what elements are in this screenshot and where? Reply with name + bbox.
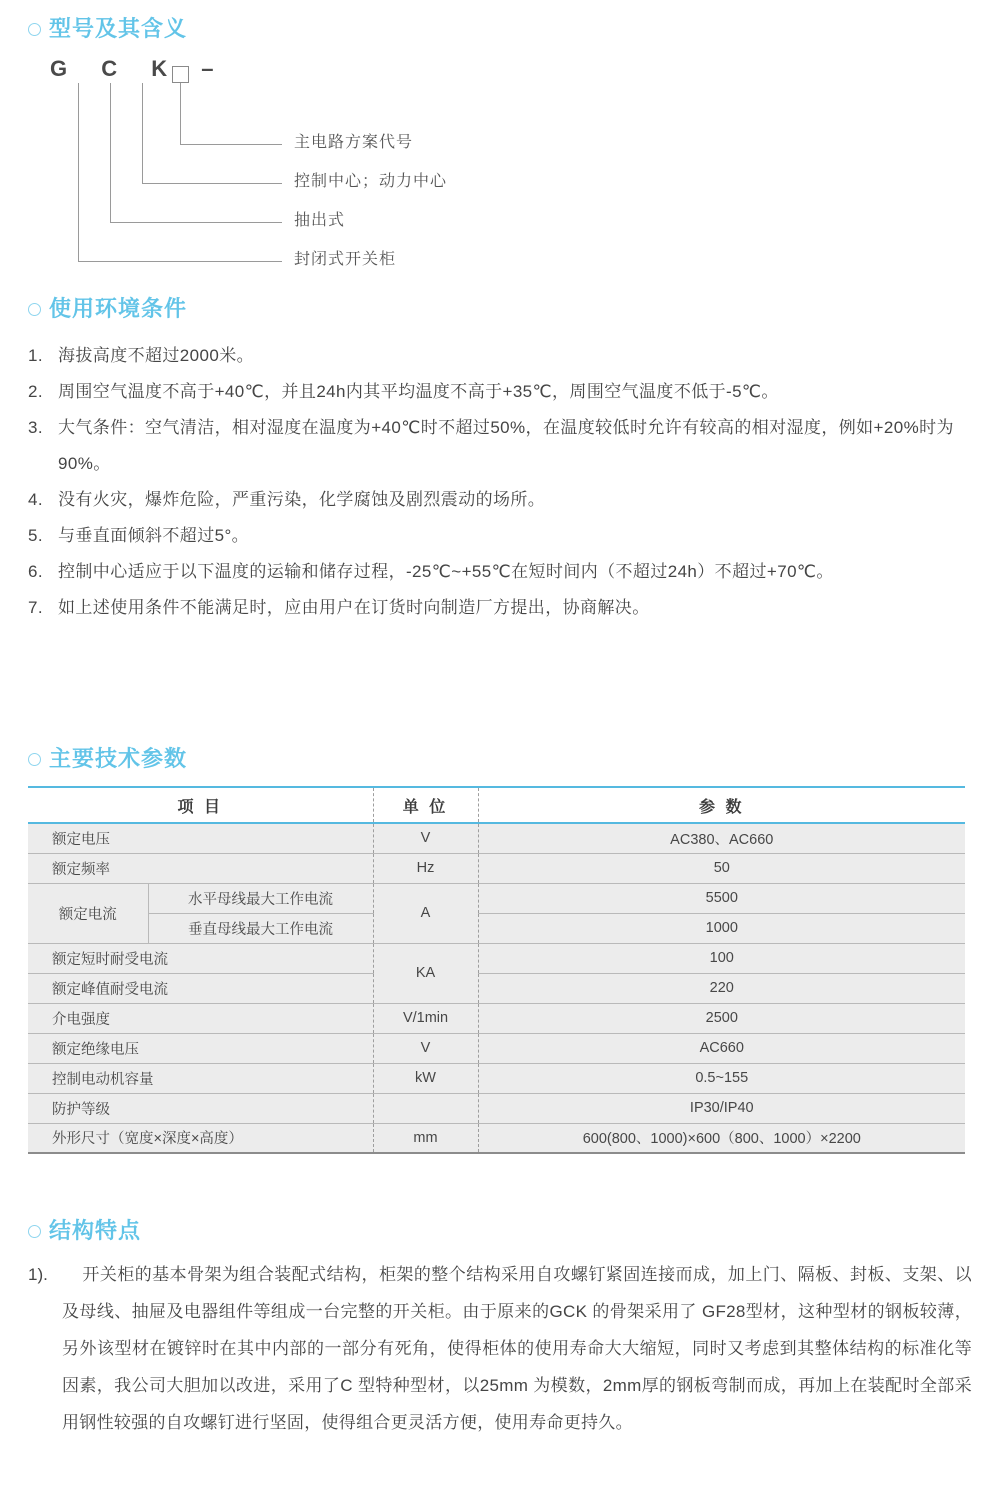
- column-header-item: 项 目: [28, 787, 373, 823]
- cell-value: 5500: [478, 883, 965, 913]
- cell-unit: kW: [373, 1063, 478, 1093]
- lead-line-vertical-1: [180, 83, 181, 145]
- lead-line-horizontal-3: [110, 222, 282, 223]
- lead-label-3: 抽出式: [294, 212, 346, 229]
- list-item-text: 与垂直面倾斜不超过5°。: [58, 526, 250, 545]
- table-row: [28, 853, 965, 883]
- table-row: [28, 1033, 965, 1063]
- cell-subitem: 垂直母线最大工作电流: [148, 913, 373, 943]
- section-title: 型号及其含义: [49, 16, 188, 41]
- cell-value: 600(800、1000)×600（800、1000）×2200: [478, 1123, 965, 1153]
- list-item-text: 控制中心适应于以下温度的运输和储存过程，-25℃~+55℃在短时间内（不超过24h）不超过+70℃。: [58, 562, 834, 581]
- model-code-diagram: [50, 56, 968, 268]
- lead-line-vertical-4: [78, 83, 79, 262]
- environment-conditions-list: [28, 338, 972, 626]
- section-title: 使用环境条件: [49, 296, 188, 321]
- list-item-text: 周围空气温度不高于+40℃，并且24h内其平均温度不高于+35℃，周围空气温度不低于-5℃。: [58, 382, 779, 401]
- cell-unit: KA: [373, 943, 478, 1003]
- circle-bullet-icon: [28, 303, 41, 316]
- list-item-number: 4.: [28, 490, 43, 509]
- circle-bullet-icon: [28, 23, 41, 36]
- list-item-number: 2.: [28, 382, 43, 401]
- list-item: [28, 338, 972, 374]
- cell-unit: [373, 1093, 478, 1123]
- list-item-text: 海拔高度不超过2000米。: [58, 346, 255, 365]
- column-header-value: 参 数: [478, 787, 965, 823]
- section-title: 结构特点: [49, 1218, 142, 1243]
- list-item: [28, 482, 972, 518]
- cell-value: AC660: [478, 1033, 965, 1063]
- cell-value: 2500: [478, 1003, 965, 1033]
- cell-value: 1000: [478, 913, 965, 943]
- cell-value: 0.5~155: [478, 1063, 965, 1093]
- cell-unit: V/1min: [373, 1003, 478, 1033]
- list-item-text: 没有火灾，爆炸危险，严重污染，化学腐蚀及剧烈震动的场所。: [58, 490, 546, 509]
- paragraph-number: 1).: [28, 1265, 48, 1284]
- cell-item: 外形尺寸（宽度×深度×高度）: [28, 1123, 373, 1153]
- table-row: [28, 913, 965, 943]
- lead-line-horizontal-2: [142, 183, 282, 184]
- list-item-number: 1.: [28, 346, 43, 365]
- table-row: [28, 943, 965, 973]
- cell-subitem: 水平母线最大工作电流: [148, 883, 373, 913]
- list-item: [28, 518, 972, 554]
- cell-value: 100: [478, 943, 965, 973]
- cell-item: 额定电压: [28, 823, 373, 853]
- section-heading-specs: [28, 748, 972, 770]
- technical-parameters-table: [28, 786, 965, 1154]
- list-item: [28, 410, 972, 482]
- list-item-number: 3.: [28, 418, 43, 437]
- cell-item: 防护等级: [28, 1093, 373, 1123]
- cell-value: AC380、AC660: [478, 823, 965, 853]
- model-code-letters: G C K –: [50, 56, 228, 81]
- table-row: [28, 1123, 965, 1153]
- list-item: [28, 590, 972, 626]
- list-item-number: 5.: [28, 526, 43, 545]
- lead-label-1: 主电路方案代号: [294, 134, 414, 151]
- cell-item: 额定峰值耐受电流: [28, 973, 373, 1003]
- lead-label-4: 封闭式开关柜: [294, 251, 397, 268]
- lead-line-horizontal-1: [180, 144, 282, 145]
- table-row: [28, 1093, 965, 1123]
- lead-line-vertical-2: [142, 83, 143, 184]
- table-header-row: [28, 787, 965, 823]
- cell-unit: mm: [373, 1123, 478, 1153]
- paragraph: [28, 1256, 972, 1441]
- cell-item: 额定短时耐受电流: [28, 943, 373, 973]
- cell-unit: Hz: [373, 853, 478, 883]
- cell-item: 介电强度: [28, 1003, 373, 1033]
- lead-line-horizontal-4: [78, 261, 282, 262]
- list-item-text: 如上述使用条件不能满足时，应由用户在订货时向制造厂方提出，协商解决。: [58, 598, 650, 617]
- lead-label-2: 控制中心；动力中心: [294, 173, 448, 190]
- circle-bullet-icon: [28, 753, 41, 766]
- section-heading-model: [28, 18, 968, 40]
- structure-features-section: [28, 1220, 972, 1441]
- table-row: [28, 823, 965, 853]
- cell-value: IP30/IP40: [478, 1093, 965, 1123]
- technical-parameters-section: [28, 748, 972, 1154]
- list-item-number: 7.: [28, 598, 43, 617]
- cell-item: 额定频率: [28, 853, 373, 883]
- table-row: [28, 973, 965, 1003]
- list-item-text: 大气条件：空气清洁，相对湿度在温度为+40℃时不超过50%，在温度较低时允许有较高的相对湿度，例如+20%时为90%。: [58, 418, 954, 473]
- list-item: [28, 554, 972, 590]
- cell-item: 控制电动机容量: [28, 1063, 373, 1093]
- cell-value: 50: [478, 853, 965, 883]
- list-item-number: 6.: [28, 562, 43, 581]
- paragraph-text: 开关柜的基本骨架为组合装配式结构，柜架的整个结构采用自攻螺钉紧固连接而成，加上门、隔板、封板、支架、以及母线、抽屉及电器组件等组成一台完整的开关柜。由于原来的GCK 的骨架采用了 GF28型材，这种型材的钢板较薄，另外该型材在镀锌时在其中内部的一部分有死角，使得柜体的使用寿命大大缩短，同时又考虑到其整体结构的标准化等因素，我公司大胆加以改进，采用了C 型特种型材，以25mm 为模数，2mm厚的钢板弯制而成，再加上在装配时全部采用钢性较强的自攻螺钉进行坚固，使得组合更灵活方便，使用寿命更持久。: [62, 1265, 972, 1432]
- table-row: [28, 1063, 965, 1093]
- column-header-unit: 单 位: [373, 787, 478, 823]
- cell-item-group: 额定电流: [28, 883, 148, 943]
- section-heading-environment: [28, 298, 972, 320]
- cell-unit: A: [373, 883, 478, 943]
- lead-line-vertical-3: [110, 83, 111, 223]
- table-row: [28, 883, 965, 913]
- list-item: [28, 374, 972, 410]
- circle-bullet-icon: [28, 1225, 41, 1238]
- table-row: [28, 1003, 965, 1033]
- cell-unit: V: [373, 823, 478, 853]
- model-designation-section: [28, 18, 968, 268]
- cell-unit: V: [373, 1033, 478, 1063]
- cell-value: 220: [478, 973, 965, 1003]
- model-code-placeholder-box: [172, 66, 189, 83]
- cell-item: 额定绝缘电压: [28, 1033, 373, 1063]
- environment-conditions-section: [28, 298, 972, 626]
- section-title: 主要技术参数: [49, 746, 188, 771]
- section-heading-structure: [28, 1220, 972, 1242]
